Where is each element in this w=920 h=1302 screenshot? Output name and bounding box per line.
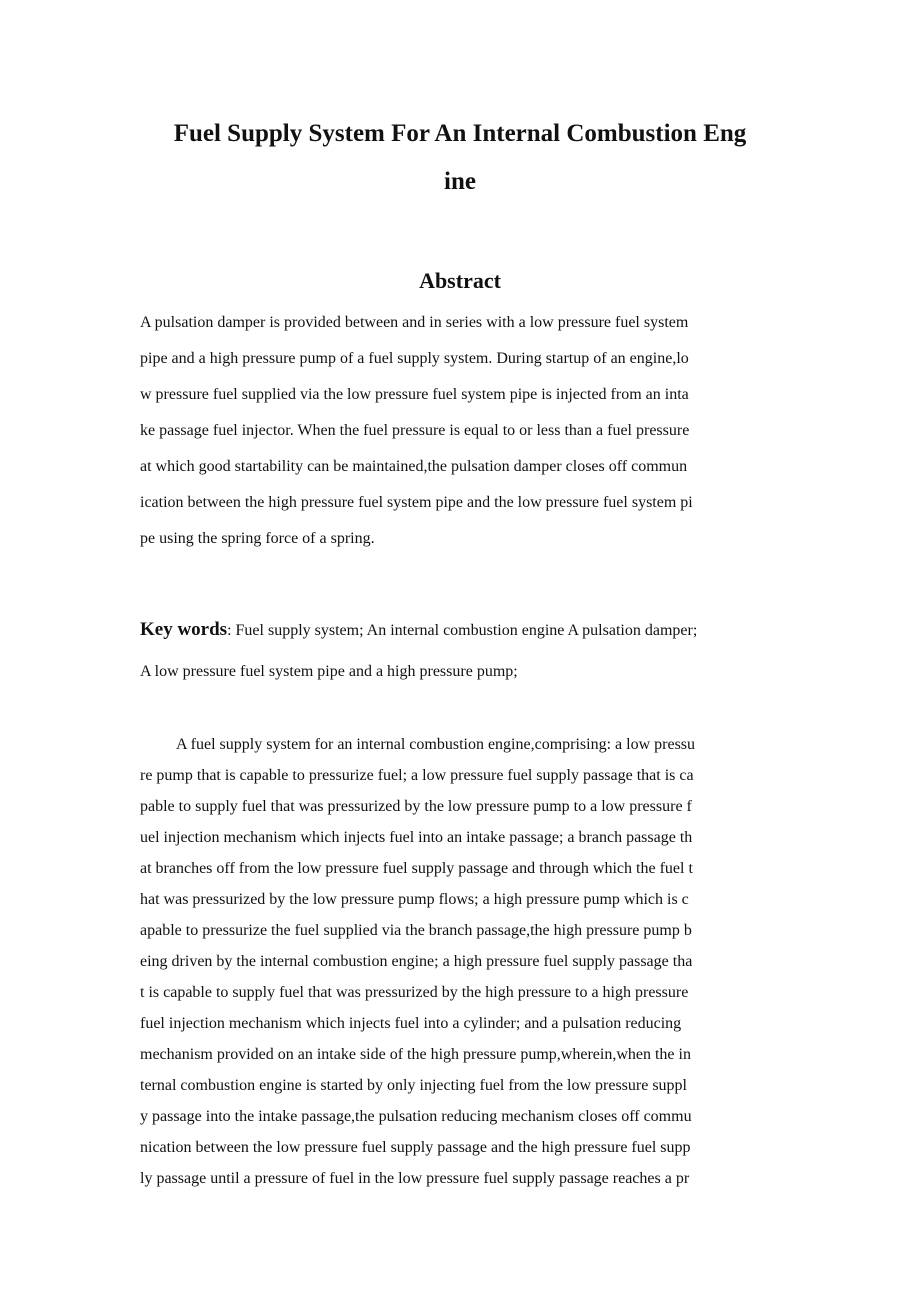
keywords-text: : Fuel supply system; An internal combustion engine A pulsation damper;	[227, 622, 698, 639]
body-line: at branches off from the low pressure fuel supply passage and through which the fuel t	[140, 860, 693, 877]
body-line: mechanism provided on an intake side of the high pressure pump,wherein,when the in	[140, 1046, 691, 1063]
abstract-line: ication between the high pressure fuel system pipe and the low pressure fuel system pi	[140, 494, 693, 511]
body-line: re pump that is capable to pressurize fuel; a low pressure fuel supply passage that is ca	[140, 767, 694, 784]
title-line-1: Fuel Supply System For An Internal Combustion Eng	[173, 120, 747, 147]
abstract-line: ke passage fuel injector. When the fuel pressure is equal to or less than a fuel pressure	[140, 422, 690, 439]
abstract-line: pipe and a high pressure pump of a fuel supply system. During startup of an engine,lo	[140, 350, 689, 367]
abstract-line: at which good startability can be maintained,the pulsation damper closes off commun	[140, 458, 688, 475]
keywords-label: Key words	[140, 619, 228, 640]
body-line: hat was pressurized by the low pressure pump flows; a high pressure pump which is c	[140, 891, 689, 908]
body-line: uel injection mechanism which injects fuel into an intake passage; a branch passage th	[140, 829, 693, 846]
abstract-heading: Abstract	[419, 268, 501, 293]
body-line: fuel injection mechanism which injects fuel into a cylinder; and a pulsation reducing	[140, 1015, 682, 1032]
body-line: eing driven by the internal combustion engine; a high pressure fuel supply passage tha	[140, 953, 693, 970]
body-line: ternal combustion engine is started by only injecting fuel from the low pressure suppl	[140, 1077, 687, 1094]
body-line: y passage into the intake passage,the pulsation reducing mechanism closes off commu	[140, 1108, 692, 1125]
abstract-line: A pulsation damper is provided between and in series with a low pressure fuel system	[140, 314, 689, 331]
abstract-line: w pressure fuel supplied via the low pressure fuel system pipe is injected from an inta	[140, 386, 689, 403]
body-line: t is capable to supply fuel that was pressurized by the high pressure to a high pressure	[140, 984, 689, 1001]
body-line: pable to supply fuel that was pressurized by the low pressure pump to a low pressure f	[140, 798, 692, 815]
keywords-line-1	[140, 619, 697, 641]
title-line-2: ine	[444, 168, 476, 195]
body-line: A fuel supply system for an internal combustion engine,comprising: a low pressu	[176, 736, 696, 753]
body-line: ly passage until a pressure of fuel in the low pressure fuel supply passage reaches a pr	[140, 1170, 690, 1187]
body-line: nication between the low pressure fuel supply passage and the high pressure fuel supp	[140, 1139, 691, 1156]
abstract-line: pe using the spring force of a spring.	[140, 530, 375, 547]
keywords-line-2: A low pressure fuel system pipe and a high pressure pump;	[140, 663, 518, 680]
body-line: apable to pressurize the fuel supplied via the branch passage,the high pressure pump b	[140, 922, 692, 939]
